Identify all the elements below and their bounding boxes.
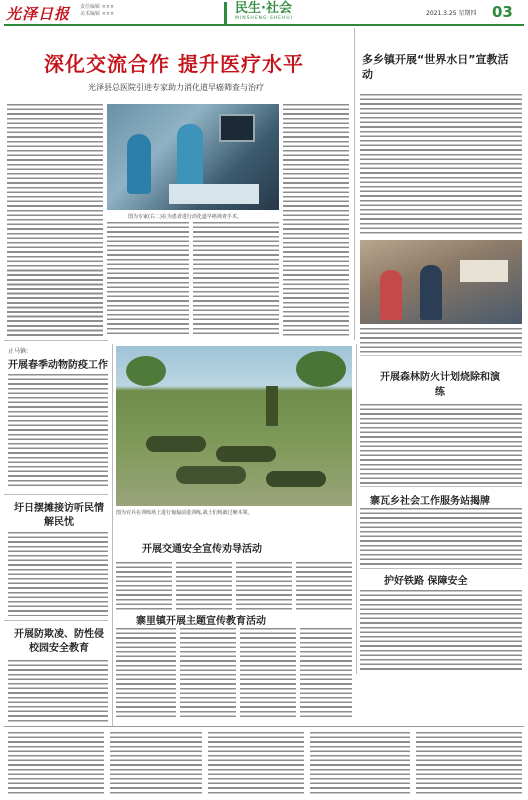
law-body-col4	[300, 628, 352, 720]
masthead	[0, 0, 528, 24]
section-banner	[224, 2, 304, 24]
animal-body	[8, 374, 108, 488]
law-body-col1	[116, 628, 176, 720]
animal-kicker: 止马镇:	[8, 348, 29, 355]
forest-body	[360, 404, 522, 486]
law-title: 寨里镇开展主题宣传教育活动	[136, 616, 266, 627]
lead-body-col2	[107, 222, 189, 336]
water-day-body	[360, 94, 522, 236]
bottom-col1	[8, 732, 104, 796]
law-body-col2	[180, 628, 236, 720]
pond-body	[8, 532, 108, 616]
traffic-title: 开展交通安全宣传劝导活动	[142, 544, 262, 555]
newspaper-logo: 光泽日报	[6, 5, 71, 23]
service-body	[360, 508, 522, 566]
railway-title: 护好铁路 保障安全	[384, 576, 468, 587]
masthead-rule	[4, 24, 524, 26]
lead-body-col4	[283, 104, 349, 336]
railway-body	[360, 590, 522, 672]
water-day-caption	[360, 328, 522, 356]
issue-date: 2021.3.25 星期四	[426, 10, 477, 17]
lead-photo	[107, 104, 279, 210]
lead-body-col1b	[7, 270, 103, 336]
drill-photo	[116, 346, 352, 506]
lead-body-col3	[193, 222, 279, 336]
bottom-col2	[110, 732, 202, 796]
forest-title: 开展森林防火计划烧除和演练	[380, 372, 500, 398]
bottom-col4	[310, 732, 410, 796]
bottom-col5	[416, 732, 522, 796]
lead-subtitle: 光泽县总医院引进专家助力消化道早癌筛查与治疗	[88, 83, 264, 92]
water-day-photo	[360, 240, 522, 324]
traffic-body-col4	[296, 562, 352, 610]
law-body-col3	[240, 628, 296, 720]
drill-photo-caption: 图为官兵在训练场上进行匍匐前进训练,战士们练就过硬本领。	[116, 510, 253, 516]
flood-body	[8, 660, 108, 722]
traffic-body-col2	[176, 562, 232, 610]
lead-photo-caption: 图为专家(右二)在为患者进行消化道早癌筛查手术。	[128, 214, 242, 220]
pond-title: 圩日摆摊接访听民情解民忧	[14, 503, 104, 528]
section-title-en: MINSHENG·SHEHUI	[235, 16, 294, 21]
traffic-body-col3	[236, 562, 292, 610]
service-title: 寨瓦乡社会工作服务站揭牌	[370, 496, 490, 507]
section-title: 民生·社会	[235, 1, 292, 16]
animal-title: 开展春季动物防疫工作	[8, 360, 108, 371]
lead-title: 深化交流合作 提升医疗水平	[44, 52, 304, 76]
bottom-col3	[208, 732, 304, 796]
traffic-body-col1	[116, 562, 172, 610]
water-day-title: 多乡镇开展“世界水日”宣教活动	[362, 53, 509, 81]
masthead-info: 责任编辑 ××× 美术编辑 ×××	[80, 4, 115, 17]
flood-title: 开展防欺凌、防性侵校园安全教育	[14, 629, 104, 654]
page-number: 03	[492, 3, 513, 21]
